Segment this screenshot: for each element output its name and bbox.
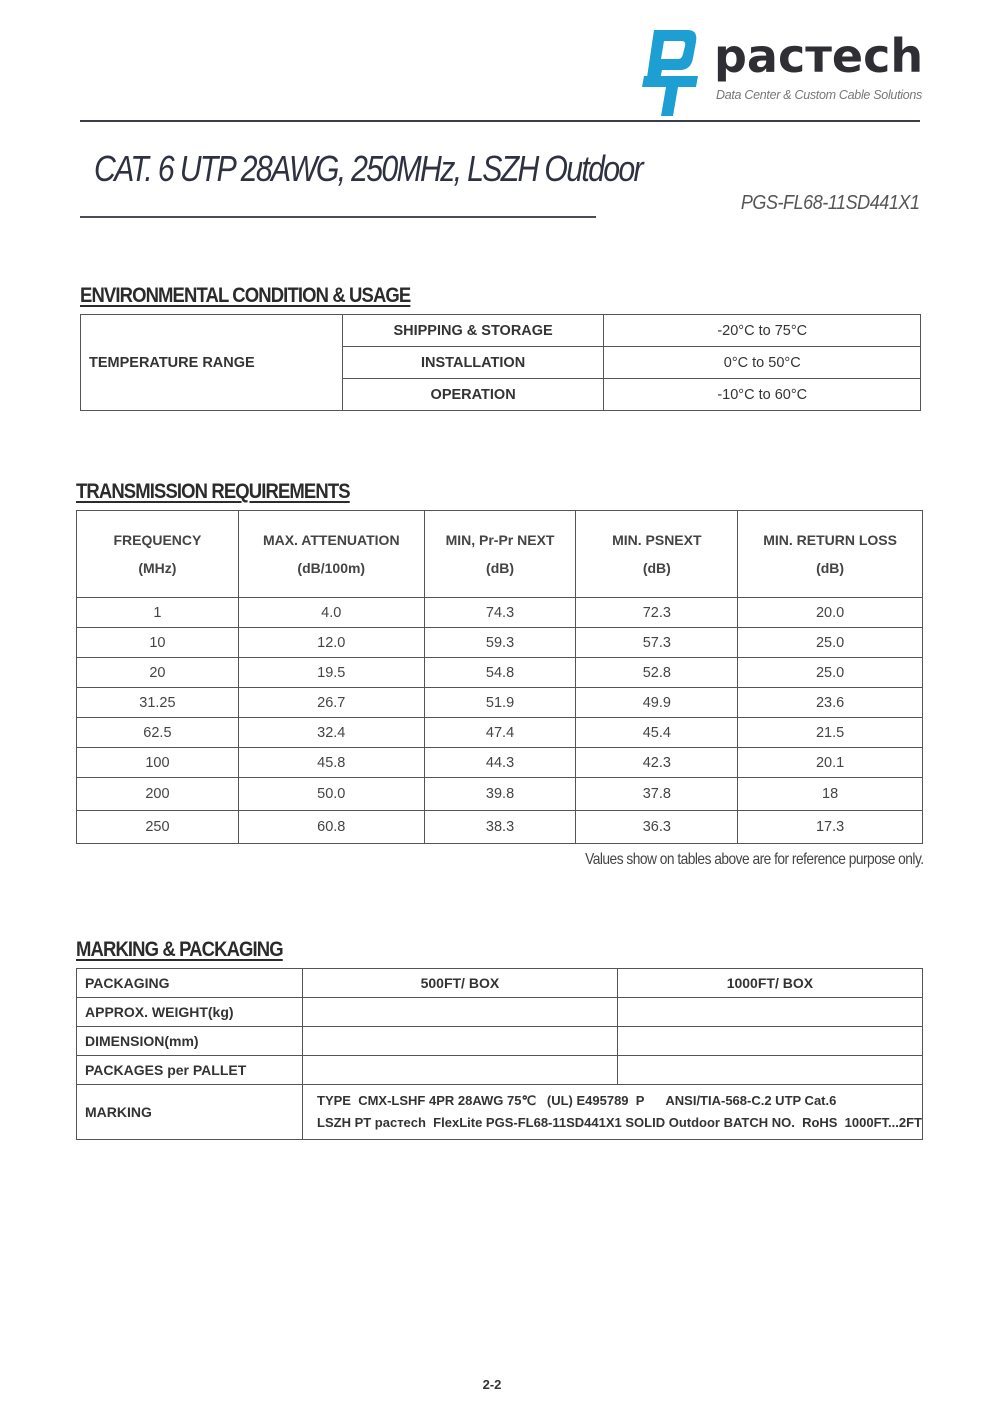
column-unit: (dB) bbox=[642, 560, 671, 576]
reference-note: Values show on tables above are for reference purpose only. bbox=[585, 851, 924, 868]
table-row bbox=[77, 998, 923, 1027]
condition-label: INSTALLATION bbox=[342, 347, 604, 379]
column-header bbox=[238, 511, 424, 598]
header-divider bbox=[80, 120, 920, 122]
condition-value: 0°C to 50°C bbox=[604, 347, 921, 379]
column-name: MAX. ATTENUATION bbox=[262, 532, 400, 548]
cell-value bbox=[617, 1027, 922, 1056]
section-title-environmental: ENVIRONMENTAL CONDITION & USAGE bbox=[80, 284, 411, 307]
table-row bbox=[81, 315, 921, 347]
cell-psnext: 45.4 bbox=[576, 718, 738, 748]
company-logo bbox=[640, 26, 924, 118]
column-name: FREQUENCY bbox=[113, 532, 202, 548]
brand-tagline: Data Center & Custom Cable Solutions bbox=[716, 88, 922, 102]
cell-frequency: 10 bbox=[77, 628, 239, 658]
section-title-packaging: MARKING & PACKAGING bbox=[76, 938, 283, 961]
cell-frequency: 62.5 bbox=[77, 718, 239, 748]
document-title: CAT. 6 UTP 28AWG, 250MHz, LSZH Outdoor bbox=[94, 148, 642, 189]
column-unit: (MHz) bbox=[138, 560, 177, 576]
cell-next: 39.8 bbox=[424, 778, 576, 811]
column-unit: (dB) bbox=[816, 560, 845, 576]
cell-next: 59.3 bbox=[424, 628, 576, 658]
cell-psnext: 72.3 bbox=[576, 598, 738, 628]
column-name: MIN. RETURN LOSS bbox=[763, 532, 897, 548]
cell-return-loss: 25.0 bbox=[738, 658, 923, 688]
marking-label: MARKING bbox=[77, 1085, 303, 1140]
packaging-option: 1000FT/ BOX bbox=[617, 969, 922, 998]
cell-return-loss: 20.1 bbox=[738, 748, 923, 778]
cell-frequency: 100 bbox=[77, 748, 239, 778]
marking-text bbox=[303, 1085, 923, 1140]
environmental-table bbox=[80, 314, 921, 411]
packaging-label: PACKAGING bbox=[77, 969, 303, 998]
cell-frequency: 20 bbox=[77, 658, 239, 688]
cell-value bbox=[303, 998, 618, 1027]
condition-label: OPERATION bbox=[342, 379, 604, 411]
row-label: APPROX. WEIGHT(kg) bbox=[77, 998, 303, 1027]
condition-label: SHIPPING & STORAGE bbox=[342, 315, 604, 347]
cell-next: 44.3 bbox=[424, 748, 576, 778]
cell-return-loss: 23.6 bbox=[738, 688, 923, 718]
cell-psnext: 52.8 bbox=[576, 658, 738, 688]
column-name: MIN, Pr-Pr NEXT bbox=[445, 532, 555, 548]
page-number: 2-2 bbox=[482, 1377, 502, 1392]
cell-next: 38.3 bbox=[424, 811, 576, 844]
cell-attenuation: 19.5 bbox=[238, 658, 424, 688]
marking-line-1: TYPE CMX-LSHF 4PR 28AWG 75℃ (UL) E495789 P ANSI/TIA-568-C.2 UTP Cat.6 bbox=[317, 1093, 837, 1108]
table-row bbox=[77, 718, 923, 748]
cell-frequency: 31.25 bbox=[77, 688, 239, 718]
table-row bbox=[77, 811, 923, 844]
transmission-table bbox=[76, 510, 923, 844]
cell-psnext: 36.3 bbox=[576, 811, 738, 844]
cell-attenuation: 50.0 bbox=[238, 778, 424, 811]
table-row bbox=[77, 598, 923, 628]
marking-line-2: LSZH PT pacтech FlexLite PGS-FL68-11SD441X1 SOLID Outdoor BATCH NO. RoHS 1000FT...2FT bbox=[317, 1115, 922, 1130]
column-header bbox=[576, 511, 738, 598]
cell-psnext: 37.8 bbox=[576, 778, 738, 811]
cell-next: 51.9 bbox=[424, 688, 576, 718]
cell-value bbox=[303, 1027, 618, 1056]
cell-frequency: 250 bbox=[77, 811, 239, 844]
temperature-range-label: TEMPERATURE RANGE bbox=[81, 315, 343, 411]
cell-attenuation: 4.0 bbox=[238, 598, 424, 628]
row-label: DIMENSION(mm) bbox=[77, 1027, 303, 1056]
part-number: PGS-FL68-11SD441X1 bbox=[741, 192, 920, 214]
cell-return-loss: 17.3 bbox=[738, 811, 923, 844]
condition-value: -10°C to 60°C bbox=[604, 379, 921, 411]
column-header bbox=[424, 511, 576, 598]
table-row bbox=[77, 688, 923, 718]
brand-name: pacтech bbox=[714, 29, 924, 83]
cell-return-loss: 20.0 bbox=[738, 598, 923, 628]
column-header bbox=[77, 511, 239, 598]
packaging-table bbox=[76, 968, 923, 1140]
cell-next: 74.3 bbox=[424, 598, 576, 628]
cell-return-loss: 21.5 bbox=[738, 718, 923, 748]
table-row bbox=[77, 1027, 923, 1056]
table-row bbox=[77, 1056, 923, 1085]
cell-attenuation: 60.8 bbox=[238, 811, 424, 844]
table-header-row bbox=[77, 969, 923, 998]
title-underline bbox=[80, 216, 596, 218]
table-row bbox=[77, 658, 923, 688]
cell-value bbox=[617, 1056, 922, 1085]
column-unit: (dB) bbox=[486, 560, 515, 576]
cell-attenuation: 45.8 bbox=[238, 748, 424, 778]
cell-attenuation: 32.4 bbox=[238, 718, 424, 748]
cell-frequency: 200 bbox=[77, 778, 239, 811]
cell-psnext: 57.3 bbox=[576, 628, 738, 658]
cell-return-loss: 25.0 bbox=[738, 628, 923, 658]
table-row bbox=[77, 628, 923, 658]
table-row bbox=[77, 1085, 923, 1140]
row-label: PACKAGES per PALLET bbox=[77, 1056, 303, 1085]
condition-value: -20°C to 75°C bbox=[604, 315, 921, 347]
packaging-option: 500FT/ BOX bbox=[303, 969, 618, 998]
column-header bbox=[738, 511, 923, 598]
cell-attenuation: 26.7 bbox=[238, 688, 424, 718]
table-header-row bbox=[77, 511, 923, 598]
column-unit: (dB/100m) bbox=[297, 560, 366, 576]
column-name: MIN. PSNEXT bbox=[612, 532, 702, 548]
cell-value bbox=[617, 998, 922, 1027]
pt-monogram-icon bbox=[640, 26, 700, 118]
table-row bbox=[77, 778, 923, 811]
cell-psnext: 42.3 bbox=[576, 748, 738, 778]
cell-return-loss: 18 bbox=[738, 778, 923, 811]
cell-next: 47.4 bbox=[424, 718, 576, 748]
cell-frequency: 1 bbox=[77, 598, 239, 628]
table-row bbox=[77, 748, 923, 778]
cell-next: 54.8 bbox=[424, 658, 576, 688]
cell-psnext: 49.9 bbox=[576, 688, 738, 718]
cell-value bbox=[303, 1056, 618, 1085]
cell-attenuation: 12.0 bbox=[238, 628, 424, 658]
section-title-transmission: TRANSMISSION REQUIREMENTS bbox=[76, 480, 350, 503]
